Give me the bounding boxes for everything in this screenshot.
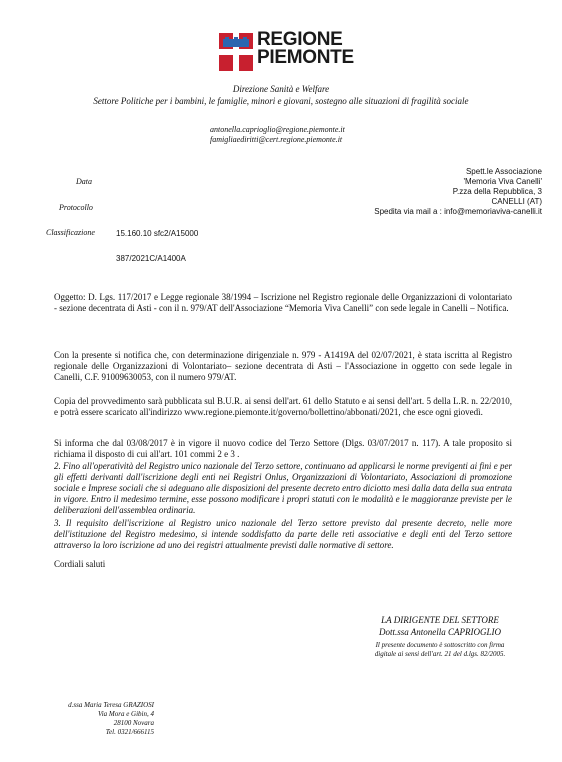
footer-line2: Via Mora e Gibin, 4 <box>97 710 154 718</box>
classificazione-value: 15.160.10 sfc2/A15000 <box>116 229 199 238</box>
regione-crest-icon <box>219 33 253 71</box>
footer-line1: d.ssa Maria Teresa GRAZIOSI <box>68 701 154 709</box>
recipient-block <box>342 167 542 217</box>
closing-greeting: Cordiali saluti <box>54 559 106 569</box>
protocollo-label: Protocollo <box>59 203 93 212</box>
publication-paragraph: Copia del provvedimento sarà pubblicata sul B.U.R. ai sensi dell'art. 61 dello Statuto e ai sensi dell'art. 5 della L.R. n. 22/2010, e potrà essere scaricato all'indirizzo www.regione.piemonte.it/governo/bollettino/abbonati/2021, che esce ogni giovedì. <box>54 396 512 417</box>
data-label: Data <box>76 177 92 186</box>
email-line2: famigliaediritti@cert.regione.piemonte.it <box>210 135 343 144</box>
signature-name: Dott.ssa Antonella CAPRIOGLIO <box>378 627 502 637</box>
recipient-line2: 'Memoria Viva Canelli' <box>463 177 542 186</box>
logo-line2: PIEMONTE <box>257 47 354 68</box>
signature-title: LA DIRIGENTE DEL SETTORE <box>381 615 499 625</box>
footer-address <box>40 701 154 737</box>
recipient-line3: P.zza della Repubblica, 3 <box>452 187 542 196</box>
email-line1: antonella.caprioglio@regione.piemonte.it <box>210 125 345 134</box>
logo-line1: REGIONE <box>257 29 343 50</box>
subject-paragraph: Oggetto: D. Lgs. 117/2017 e Legge regionale 38/1994 – Iscrizione nel Registro regionale delle Organizzazioni di volontariato - sezione decentrata di Asti - con il n. 979/AT dell'Associazione “Memoria Viva Canelli” con sede legale in Canelli – Notifica. <box>54 292 512 313</box>
article-comma-2: 2. Fino all'operatività del Registro unico nazionale del Terzo settore, continuano ad applicarsi le norme previgenti ai fini e per gli effetti derivanti dall'iscrizione degli enti nei Registri Onlus, Organizzazioni di Volontariato, Associazioni di promozione sociale e Imprese sociali che si adeguano alle disposizioni del presente decreto entro diciotto mesi dalla data della sua entrata in vigore. Entro il medesimo termine, esse possono modificare i propri statuti con le modalità e le maggioranze previste per le deliberazioni dell'assemblea ordinaria. <box>54 461 512 515</box>
recipient-email: Spedita via mail a : info@memoriaviva-canelli.it <box>374 207 542 216</box>
signature-note-line1: Il presente documento è sottoscritto con firma <box>375 641 505 649</box>
notification-paragraph: Con la presente si notifica che, con determinazione dirigenziale n. 979 - A1419A del 02/07/2021, è stata iscritta al Registro regionale delle Organizzazioni di Volontariato– sezione decentrata di Asti – l'Associazione in oggetto con sede legale in Canelli, C.F. 91009630053, con il numero 979/AT. <box>54 350 512 382</box>
article-comma-3: 3. Il requisito dell'iscrizione al Registro unico nazionale del Terzo settore previsto dal presente decreto, nelle more dell'istituzione del Registro medesimo, si intende soddisfatto da parte delle reti associative e degli enti del Terzo settore attraverso la loro iscrizione ad uno dei registri attualmente previsti dalle normative di settore. <box>54 518 512 550</box>
recipient-line4: CANELLI (AT) <box>491 197 542 206</box>
info-paragraph: Si informa che dal 03/08/2017 è in vigore il nuovo codice del Terzo Settore (Dlgs. 03/07/2017 n. 117). A tale proposito si richiama il disposto di cui all'art. 101 commi 2 e 3 . <box>54 438 512 459</box>
regione-piemonte-logo <box>219 29 354 75</box>
signature-note-line2: digitale ai sensi dell'art. 21 del d.lgs. 82/2005. <box>374 650 506 658</box>
sector-name: Settore Politiche per i bambini, le famiglie, minori e giovani, sostegno alle situazioni di fragilità sociale <box>93 96 469 106</box>
classificazione-label: Classificazione <box>46 228 95 237</box>
footer-line4: Tel. 0321/666115 <box>105 728 154 736</box>
footer-line3: 28100 Novara <box>113 719 154 727</box>
fascicolo-value: 387/2021C/A1400A <box>116 254 186 263</box>
recipient-line1: Spett.le Associazione <box>465 167 542 176</box>
department-name: Direzione Sanità e Welfare <box>232 84 330 94</box>
